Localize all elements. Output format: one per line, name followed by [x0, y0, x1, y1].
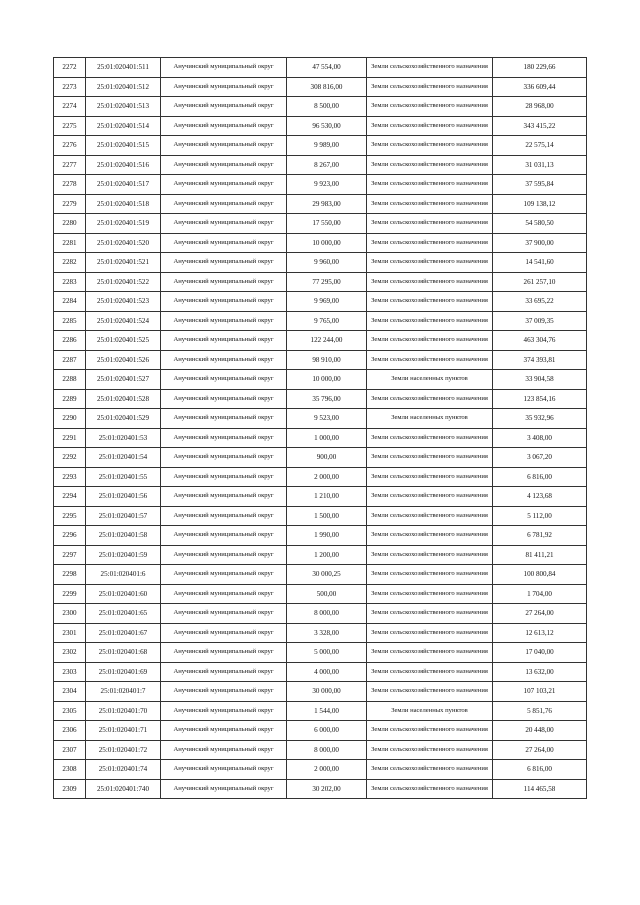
- cadastral-number-cell: 25:01:020401:56: [86, 487, 161, 507]
- cadastral-value-cell: 3 408,00: [493, 428, 587, 448]
- row-number-cell: 2298: [54, 565, 86, 585]
- area-cell: 1 000,00: [287, 428, 367, 448]
- municipality-cell: Анучинский муниципальный округ: [161, 175, 287, 195]
- area-cell: 2 000,00: [287, 760, 367, 780]
- cadastral-number-cell: 25:01:020401:70: [86, 701, 161, 721]
- land-category-cell: Земли населенных пунктов: [367, 409, 493, 429]
- cadastral-value-cell: 5 851,76: [493, 701, 587, 721]
- municipality-cell: Анучинский муниципальный округ: [161, 136, 287, 156]
- row-number-cell: 2293: [54, 467, 86, 487]
- land-category-cell: Земли сельскохозяйственного назначения: [367, 175, 493, 195]
- land-category-cell: Земли населенных пунктов: [367, 370, 493, 390]
- cadastral-value-cell: 261 257,10: [493, 272, 587, 292]
- table-row: [54, 682, 587, 702]
- table-row: [54, 233, 587, 253]
- land-category-cell: Земли сельскохозяйственного назначения: [367, 740, 493, 760]
- cadastral-number-cell: 25:01:020401:528: [86, 389, 161, 409]
- cadastral-number-cell: 25:01:020401:57: [86, 506, 161, 526]
- cadastral-number-cell: 25:01:020401:516: [86, 155, 161, 175]
- municipality-cell: Анучинский муниципальный округ: [161, 116, 287, 136]
- municipality-cell: Анучинский муниципальный округ: [161, 565, 287, 585]
- land-category-cell: Земли сельскохозяйственного назначения: [367, 662, 493, 682]
- row-number-cell: 2304: [54, 682, 86, 702]
- table-row: [54, 116, 587, 136]
- table-row: [54, 311, 587, 331]
- cadastral-value-cell: 180 229,66: [493, 58, 587, 78]
- municipality-cell: Анучинский муниципальный округ: [161, 253, 287, 273]
- cadastral-number-cell: 25:01:020401:519: [86, 214, 161, 234]
- cadastral-value-cell: 20 448,00: [493, 721, 587, 741]
- area-cell: 308 816,00: [287, 77, 367, 97]
- row-number-cell: 2307: [54, 740, 86, 760]
- area-cell: 1 544,00: [287, 701, 367, 721]
- cadastral-value-cell: 33 695,22: [493, 292, 587, 312]
- area-cell: 6 000,00: [287, 721, 367, 741]
- table-row: [54, 97, 587, 117]
- land-category-cell: Земли сельскохозяйственного назначения: [367, 311, 493, 331]
- cadastral-value-cell: 114 465,58: [493, 779, 587, 799]
- row-number-cell: 2303: [54, 662, 86, 682]
- land-category-cell: Земли сельскохозяйственного назначения: [367, 116, 493, 136]
- row-number-cell: 2289: [54, 389, 86, 409]
- land-category-cell: Земли сельскохозяйственного назначения: [367, 467, 493, 487]
- row-number-cell: 2301: [54, 623, 86, 643]
- cadastral-number-cell: 25:01:020401:67: [86, 623, 161, 643]
- row-number-cell: 2287: [54, 350, 86, 370]
- area-cell: 2 000,00: [287, 467, 367, 487]
- municipality-cell: Анучинский муниципальный округ: [161, 779, 287, 799]
- municipality-cell: Анучинский муниципальный округ: [161, 760, 287, 780]
- row-number-cell: 2308: [54, 760, 86, 780]
- municipality-cell: Анучинский муниципальный округ: [161, 682, 287, 702]
- cadastral-value-cell: 3 067,20: [493, 448, 587, 468]
- area-cell: 900,00: [287, 448, 367, 468]
- cadastral-value-cell: 33 904,58: [493, 370, 587, 390]
- area-cell: 1 990,00: [287, 526, 367, 546]
- row-number-cell: 2288: [54, 370, 86, 390]
- cadastral-value-cell: 4 123,68: [493, 487, 587, 507]
- land-category-cell: Земли сельскохозяйственного назначения: [367, 623, 493, 643]
- land-category-cell: Земли сельскохозяйственного назначения: [367, 682, 493, 702]
- table-row: [54, 467, 587, 487]
- cadastral-value-cell: 13 632,00: [493, 662, 587, 682]
- cadastral-value-cell: 14 541,60: [493, 253, 587, 273]
- cadastral-number-cell: 25:01:020401:53: [86, 428, 161, 448]
- municipality-cell: Анучинский муниципальный округ: [161, 350, 287, 370]
- table-row: [54, 136, 587, 156]
- cadastral-number-cell: 25:01:020401:512: [86, 77, 161, 97]
- area-cell: 500,00: [287, 584, 367, 604]
- cadastral-value-cell: 37 009,35: [493, 311, 587, 331]
- land-category-cell: Земли сельскохозяйственного назначения: [367, 584, 493, 604]
- cadastral-number-cell: 25:01:020401:526: [86, 350, 161, 370]
- municipality-cell: Анучинский муниципальный округ: [161, 214, 287, 234]
- land-category-cell: Земли сельскохозяйственного назначения: [367, 58, 493, 78]
- row-number-cell: 2302: [54, 643, 86, 663]
- table-row: [54, 214, 587, 234]
- cadastral-number-cell: 25:01:020401:511: [86, 58, 161, 78]
- municipality-cell: Анучинский муниципальный округ: [161, 721, 287, 741]
- municipality-cell: Анучинский муниципальный округ: [161, 428, 287, 448]
- table-row: [54, 448, 587, 468]
- table-row: [54, 623, 587, 643]
- cadastral-number-cell: 25:01:020401:521: [86, 253, 161, 273]
- row-number-cell: 2309: [54, 779, 86, 799]
- land-category-cell: Земли сельскохозяйственного назначения: [367, 331, 493, 351]
- cadastral-value-cell: 463 304,76: [493, 331, 587, 351]
- area-cell: 8 500,00: [287, 97, 367, 117]
- table-row: [54, 175, 587, 195]
- cadastral-number-cell: 25:01:020401:527: [86, 370, 161, 390]
- cadastral-number-cell: 25:01:020401:740: [86, 779, 161, 799]
- cadastral-number-cell: 25:01:020401:65: [86, 604, 161, 624]
- area-cell: 1 210,00: [287, 487, 367, 507]
- cadastral-number-cell: 25:01:020401:6: [86, 565, 161, 585]
- area-cell: 17 550,00: [287, 214, 367, 234]
- cadastral-value-cell: 374 393,81: [493, 350, 587, 370]
- table-row: [54, 740, 587, 760]
- area-cell: 8 267,00: [287, 155, 367, 175]
- table-row: [54, 604, 587, 624]
- land-category-cell: Земли сельскохозяйственного назначения: [367, 292, 493, 312]
- municipality-cell: Анучинский муниципальный округ: [161, 701, 287, 721]
- cadastral-number-cell: 25:01:020401:515: [86, 136, 161, 156]
- land-category-cell: Земли сельскохозяйственного назначения: [367, 526, 493, 546]
- cadastral-value-cell: 31 031,13: [493, 155, 587, 175]
- land-category-cell: Земли сельскохозяйственного назначения: [367, 155, 493, 175]
- municipality-cell: Анучинский муниципальный округ: [161, 643, 287, 663]
- row-number-cell: 2299: [54, 584, 86, 604]
- table-row: [54, 487, 587, 507]
- cadastral-number-cell: 25:01:020401:74: [86, 760, 161, 780]
- cadastral-value-cell: 343 415,22: [493, 116, 587, 136]
- municipality-cell: Анучинский муниципальный округ: [161, 194, 287, 214]
- registry-table-body: [54, 58, 587, 799]
- area-cell: 77 295,00: [287, 272, 367, 292]
- row-number-cell: 2281: [54, 233, 86, 253]
- municipality-cell: Анучинский муниципальный округ: [161, 409, 287, 429]
- area-cell: 29 983,00: [287, 194, 367, 214]
- area-cell: 9 960,00: [287, 253, 367, 273]
- municipality-cell: Анучинский муниципальный округ: [161, 331, 287, 351]
- cadastral-number-cell: 25:01:020401:523: [86, 292, 161, 312]
- area-cell: 3 328,00: [287, 623, 367, 643]
- area-cell: 35 796,00: [287, 389, 367, 409]
- cadastral-number-cell: 25:01:020401:72: [86, 740, 161, 760]
- municipality-cell: Анучинский муниципальный округ: [161, 604, 287, 624]
- land-category-cell: Земли сельскохозяйственного назначения: [367, 487, 493, 507]
- row-number-cell: 2274: [54, 97, 86, 117]
- cadastral-value-cell: 37 900,00: [493, 233, 587, 253]
- cadastral-value-cell: 336 609,44: [493, 77, 587, 97]
- area-cell: 9 989,00: [287, 136, 367, 156]
- cadastral-value-cell: 17 040,00: [493, 643, 587, 663]
- municipality-cell: Анучинский муниципальный округ: [161, 97, 287, 117]
- cadastral-number-cell: 25:01:020401:525: [86, 331, 161, 351]
- municipality-cell: Анучинский муниципальный округ: [161, 487, 287, 507]
- cadastral-number-cell: 25:01:020401:54: [86, 448, 161, 468]
- cadastral-value-cell: 27 264,00: [493, 740, 587, 760]
- cadastral-value-cell: 81 411,21: [493, 545, 587, 565]
- cadastral-value-cell: 28 968,00: [493, 97, 587, 117]
- municipality-cell: Анучинский муниципальный округ: [161, 311, 287, 331]
- cadastral-value-cell: 123 854,16: [493, 389, 587, 409]
- land-category-cell: Земли сельскохозяйственного назначения: [367, 448, 493, 468]
- row-number-cell: 2297: [54, 545, 86, 565]
- table-row: [54, 584, 587, 604]
- row-number-cell: 2275: [54, 116, 86, 136]
- area-cell: 9 969,00: [287, 292, 367, 312]
- area-cell: 98 910,00: [287, 350, 367, 370]
- land-category-cell: Земли сельскохозяйственного назначения: [367, 760, 493, 780]
- municipality-cell: Анучинский муниципальный округ: [161, 506, 287, 526]
- table-row: [54, 565, 587, 585]
- table-row: [54, 77, 587, 97]
- row-number-cell: 2283: [54, 272, 86, 292]
- area-cell: 8 000,00: [287, 604, 367, 624]
- table-row: [54, 272, 587, 292]
- cadastral-number-cell: 25:01:020401:520: [86, 233, 161, 253]
- area-cell: 4 000,00: [287, 662, 367, 682]
- land-category-cell: Земли сельскохозяйственного назначения: [367, 389, 493, 409]
- cadastral-value-cell: 5 112,00: [493, 506, 587, 526]
- table-row: [54, 545, 587, 565]
- municipality-cell: Анучинский муниципальный округ: [161, 526, 287, 546]
- table-row: [54, 506, 587, 526]
- land-category-cell: Земли сельскохозяйственного назначения: [367, 643, 493, 663]
- table-row: [54, 701, 587, 721]
- cadastral-number-cell: 25:01:020401:517: [86, 175, 161, 195]
- table-row: [54, 409, 587, 429]
- municipality-cell: Анучинский муниципальный округ: [161, 233, 287, 253]
- land-category-cell: Земли сельскохозяйственного назначения: [367, 350, 493, 370]
- cadastral-number-cell: 25:01:020401:518: [86, 194, 161, 214]
- table-row: [54, 389, 587, 409]
- table-row: [54, 779, 587, 799]
- table-row: [54, 350, 587, 370]
- cadastral-number-cell: 25:01:020401:524: [86, 311, 161, 331]
- municipality-cell: Анучинский муниципальный округ: [161, 467, 287, 487]
- land-registry-table: [53, 57, 587, 799]
- table-row: [54, 331, 587, 351]
- cadastral-number-cell: 25:01:020401:7: [86, 682, 161, 702]
- municipality-cell: Анучинский муниципальный округ: [161, 623, 287, 643]
- land-category-cell: Земли сельскохозяйственного назначения: [367, 194, 493, 214]
- cadastral-number-cell: 25:01:020401:513: [86, 97, 161, 117]
- land-category-cell: Земли сельскохозяйственного назначения: [367, 77, 493, 97]
- row-number-cell: 2276: [54, 136, 86, 156]
- cadastral-number-cell: 25:01:020401:71: [86, 721, 161, 741]
- row-number-cell: 2296: [54, 526, 86, 546]
- area-cell: 47 554,00: [287, 58, 367, 78]
- row-number-cell: 2294: [54, 487, 86, 507]
- municipality-cell: Анучинский муниципальный округ: [161, 58, 287, 78]
- municipality-cell: Анучинский муниципальный округ: [161, 740, 287, 760]
- cadastral-number-cell: 25:01:020401:514: [86, 116, 161, 136]
- row-number-cell: 2285: [54, 311, 86, 331]
- cadastral-value-cell: 109 138,12: [493, 194, 587, 214]
- table-row: [54, 428, 587, 448]
- row-number-cell: 2284: [54, 292, 86, 312]
- municipality-cell: Анучинский муниципальный округ: [161, 662, 287, 682]
- row-number-cell: 2278: [54, 175, 86, 195]
- municipality-cell: Анучинский муниципальный округ: [161, 545, 287, 565]
- area-cell: 30 202,00: [287, 779, 367, 799]
- row-number-cell: 2286: [54, 331, 86, 351]
- cadastral-number-cell: 25:01:020401:58: [86, 526, 161, 546]
- land-category-cell: Земли сельскохозяйственного назначения: [367, 604, 493, 624]
- area-cell: 10 000,00: [287, 370, 367, 390]
- row-number-cell: 2273: [54, 77, 86, 97]
- area-cell: 1 500,00: [287, 506, 367, 526]
- table-row: [54, 760, 587, 780]
- row-number-cell: 2291: [54, 428, 86, 448]
- area-cell: 5 000,00: [287, 643, 367, 663]
- municipality-cell: Анучинский муниципальный округ: [161, 292, 287, 312]
- municipality-cell: Анучинский муниципальный округ: [161, 370, 287, 390]
- area-cell: 30 000,00: [287, 682, 367, 702]
- row-number-cell: 2305: [54, 701, 86, 721]
- row-number-cell: 2279: [54, 194, 86, 214]
- municipality-cell: Анучинский муниципальный округ: [161, 389, 287, 409]
- cadastral-value-cell: 37 595,84: [493, 175, 587, 195]
- table-row: [54, 370, 587, 390]
- row-number-cell: 2277: [54, 155, 86, 175]
- area-cell: 122 244,00: [287, 331, 367, 351]
- table-row: [54, 662, 587, 682]
- table-row: [54, 253, 587, 273]
- land-category-cell: Земли сельскохозяйственного назначения: [367, 506, 493, 526]
- cadastral-number-cell: 25:01:020401:55: [86, 467, 161, 487]
- row-number-cell: 2295: [54, 506, 86, 526]
- cadastral-value-cell: 54 580,50: [493, 214, 587, 234]
- land-category-cell: Земли сельскохозяйственного назначения: [367, 233, 493, 253]
- row-number-cell: 2292: [54, 448, 86, 468]
- municipality-cell: Анучинский муниципальный округ: [161, 584, 287, 604]
- cadastral-value-cell: 27 264,00: [493, 604, 587, 624]
- land-category-cell: Земли населенных пунктов: [367, 701, 493, 721]
- area-cell: 1 200,00: [287, 545, 367, 565]
- land-category-cell: Земли сельскохозяйственного назначения: [367, 565, 493, 585]
- table-row: [54, 292, 587, 312]
- table-row: [54, 155, 587, 175]
- row-number-cell: 2306: [54, 721, 86, 741]
- row-number-cell: 2300: [54, 604, 86, 624]
- cadastral-number-cell: 25:01:020401:68: [86, 643, 161, 663]
- land-category-cell: Земли сельскохозяйственного назначения: [367, 428, 493, 448]
- area-cell: 9 765,00: [287, 311, 367, 331]
- cadastral-value-cell: 12 613,12: [493, 623, 587, 643]
- table-row: [54, 643, 587, 663]
- table-row: [54, 526, 587, 546]
- area-cell: 9 923,00: [287, 175, 367, 195]
- area-cell: 30 000,25: [287, 565, 367, 585]
- cadastral-value-cell: 22 575,14: [493, 136, 587, 156]
- cadastral-number-cell: 25:01:020401:529: [86, 409, 161, 429]
- table-row: [54, 58, 587, 78]
- land-category-cell: Земли сельскохозяйственного назначения: [367, 545, 493, 565]
- table-row: [54, 194, 587, 214]
- row-number-cell: 2272: [54, 58, 86, 78]
- cadastral-value-cell: 6 816,00: [493, 467, 587, 487]
- land-category-cell: Земли сельскохозяйственного назначения: [367, 779, 493, 799]
- land-category-cell: Земли сельскохозяйственного назначения: [367, 214, 493, 234]
- row-number-cell: 2280: [54, 214, 86, 234]
- municipality-cell: Анучинский муниципальный округ: [161, 155, 287, 175]
- municipality-cell: Анучинский муниципальный округ: [161, 77, 287, 97]
- land-category-cell: Земли сельскохозяйственного назначения: [367, 253, 493, 273]
- cadastral-value-cell: 1 704,00: [493, 584, 587, 604]
- land-category-cell: Земли сельскохозяйственного назначения: [367, 272, 493, 292]
- row-number-cell: 2282: [54, 253, 86, 273]
- cadastral-number-cell: 25:01:020401:60: [86, 584, 161, 604]
- row-number-cell: 2290: [54, 409, 86, 429]
- cadastral-number-cell: 25:01:020401:69: [86, 662, 161, 682]
- table-row: [54, 721, 587, 741]
- municipality-cell: Анучинский муниципальный округ: [161, 272, 287, 292]
- cadastral-number-cell: 25:01:020401:59: [86, 545, 161, 565]
- area-cell: 8 000,00: [287, 740, 367, 760]
- cadastral-value-cell: 100 800,84: [493, 565, 587, 585]
- cadastral-value-cell: 6 781,92: [493, 526, 587, 546]
- land-category-cell: Земли сельскохозяйственного назначения: [367, 136, 493, 156]
- area-cell: 10 000,00: [287, 233, 367, 253]
- land-category-cell: Земли сельскохозяйственного назначения: [367, 97, 493, 117]
- cadastral-value-cell: 6 816,00: [493, 760, 587, 780]
- area-cell: 96 530,00: [287, 116, 367, 136]
- area-cell: 9 523,00: [287, 409, 367, 429]
- cadastral-value-cell: 35 932,96: [493, 409, 587, 429]
- land-category-cell: Земли сельскохозяйственного назначения: [367, 721, 493, 741]
- cadastral-value-cell: 107 103,21: [493, 682, 587, 702]
- cadastral-number-cell: 25:01:020401:522: [86, 272, 161, 292]
- municipality-cell: Анучинский муниципальный округ: [161, 448, 287, 468]
